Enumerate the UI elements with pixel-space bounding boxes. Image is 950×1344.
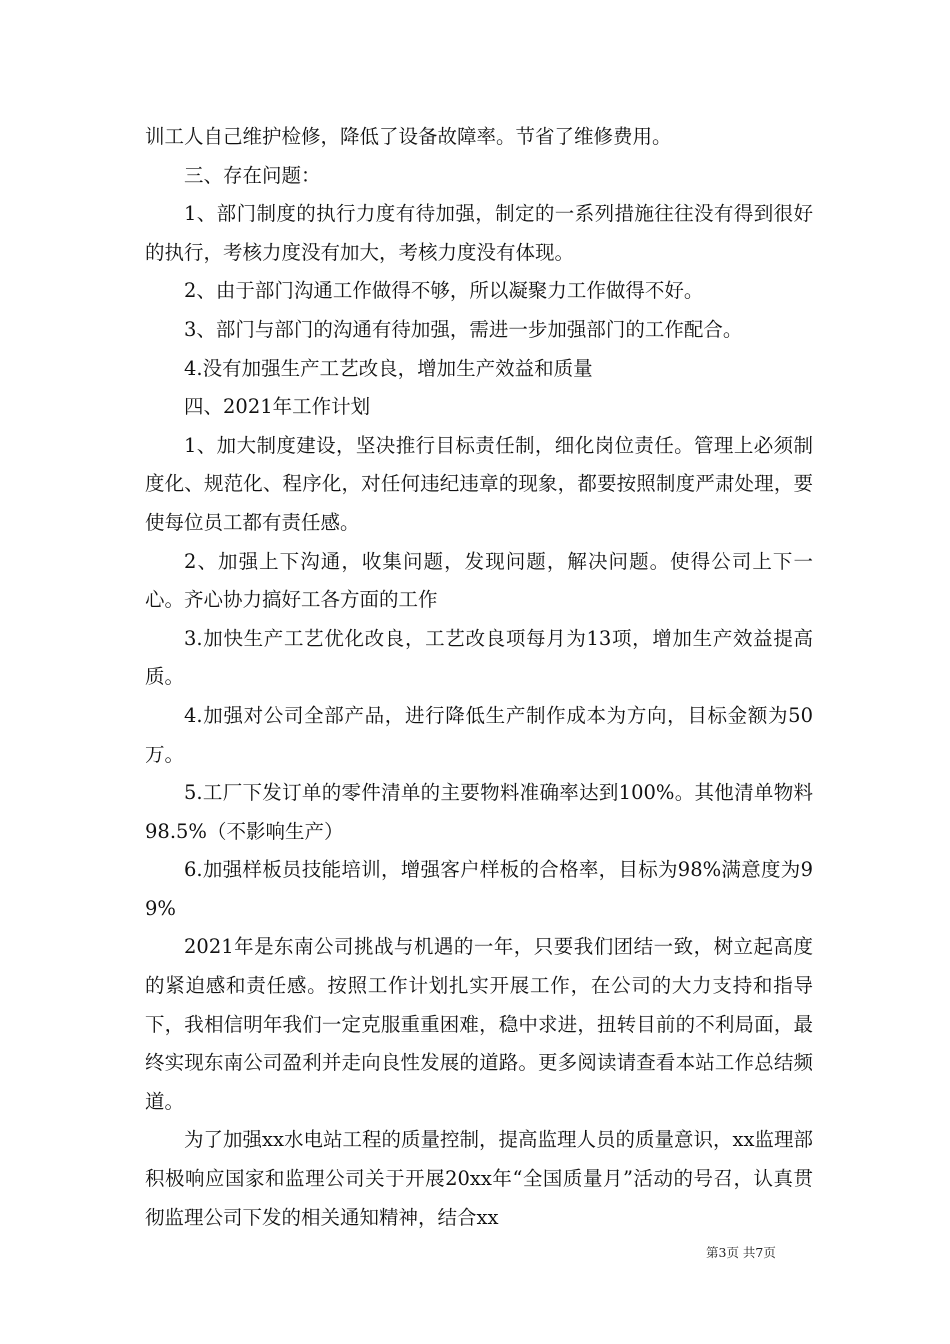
- paragraph-problem-3: 3、部门与部门的沟通有待加强，需进一步加强部门的工作配合。: [184, 317, 743, 341]
- paragraph-conclusion: 2021年是东南公司挑战与机遇的一年，只要我们团结一致，树立起高度的紧迫感和责任感。按照工作计划扎实开展工作，在公司的大力支持和指导下，我相信明年我们一定克服重重困难，稳中求进，扭转目前的不利局面，最终实现东南公司盈利并走向良性发展的道路。更多阅读请查看本站工作总结频道。: [145, 935, 813, 1113]
- paragraph-plan-4: 4.加强对公司全部产品，进行降低生产制作成本为方向，目标金额为50万。: [145, 703, 813, 766]
- paragraph-quality-month: 为了加强xx水电站工程的质量控制，提高监理人员的质量意识，xx监理部积极响应国家和监理公司关于开展20xx年“全国质量月”活动的号召，认真贯彻监理公司下发的相关通知精神，结合xx: [145, 1128, 813, 1229]
- page-number-footer: 第3页 共7页: [706, 1245, 776, 1260]
- paragraph-problem-2: 2、由于部门沟通工作做得不够，所以凝聚力工作做得不好。: [184, 279, 704, 303]
- section-heading-problems: 三、存在问题：: [184, 163, 321, 187]
- paragraph-continuation: 训工人自己维护检修，降低了设备故障率。节省了维修费用。: [145, 125, 672, 148]
- paragraph-problem-4: 4.没有加强生产工艺改良，增加生产效益和质量: [184, 356, 593, 380]
- paragraph-plan-2: 2、加强上下沟通，收集问题，发现问题，解决问题。使得公司上下一心。齐心协力搞好工各方面的工作: [145, 549, 813, 612]
- paragraph-plan-6: 6.加强样板员技能培训，增强客户样板的合格率，目标为98%满意度为99%: [145, 858, 813, 920]
- document-body: [145, 118, 813, 1237]
- paragraph-plan-1: 1、加大制度建设，坚决推行目标责任制，细化岗位责任。管理上必须制度化、规范化、程序化，对任何违纪违章的现象，都要按照制度严肃处理，要使每位员工都有责任感。: [145, 433, 813, 534]
- paragraph-problem-1: 1、部门制度的执行力度有待加强，制定的一系列措施往往没有得到很好的执行，考核力度没有加大，考核力度没有体现。: [145, 202, 813, 264]
- section-heading-plan: 四、2021年工作计划: [184, 395, 371, 419]
- paragraph-plan-3: 3.加快生产工艺优化改良，工艺改良项每月为13项，增加生产效益提高质。: [145, 626, 813, 689]
- paragraph-plan-5: 5.工厂下发订单的零件清单的主要物料准确率达到100%。其他清单物料98.5%（不影响生产）: [145, 781, 813, 843]
